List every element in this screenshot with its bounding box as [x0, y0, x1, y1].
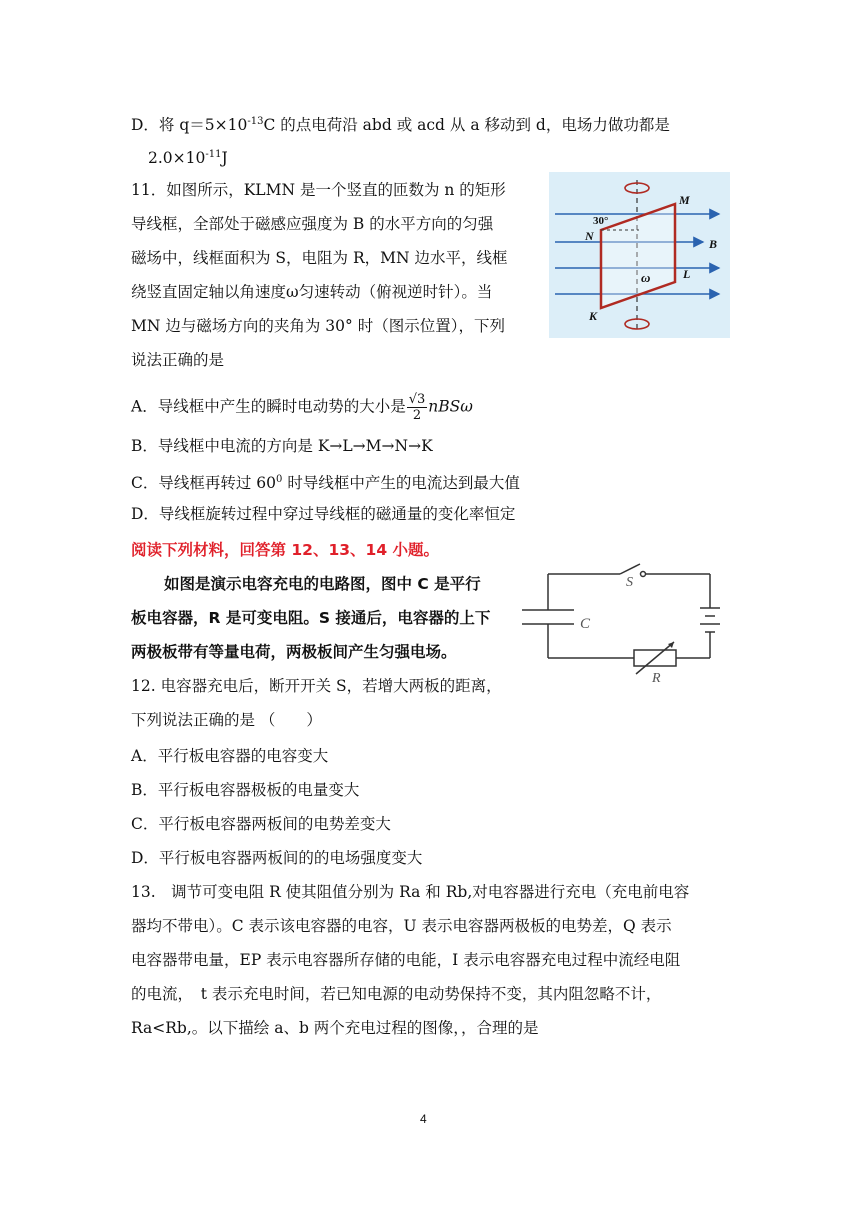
q11-option-b: B．导线框中电流的方向是 K→L→M→N→K [131, 437, 433, 455]
q11-stem-1: 11．如图所示，KLMN 是一个竖直的匝数为 n 的矩形 [131, 181, 506, 199]
q11-stem-6: 说法正确的是 [131, 351, 225, 369]
q10-optd-line2-pre: 2.0×10 [148, 149, 206, 168]
q10-optd-exp: -13 [247, 116, 264, 127]
q10-optd-exp2: -11 [205, 149, 222, 160]
fig-label-m: M [679, 193, 690, 207]
q12-option-b: B．平行板电容器极板的电量变大 [131, 781, 360, 799]
q13-line-2: 器均不带电）。C 表示该电容器的电容，U 表示电容器两极板的电势差，Q 表示 [131, 917, 672, 935]
q12-stem-1: 12. 电容器充电后，断开开关 S，若增大两板的距离， [131, 677, 502, 695]
q10-option-d-line2 [148, 145, 228, 168]
q11-optc-post: 时导线框中产生的电流达到最大值 [282, 474, 520, 493]
fig-label-k: K [589, 309, 598, 323]
q10-optd-rest: C 的点电荷沿 abd 或 acd 从 a 移动到 d，电场力做功都是 [263, 116, 670, 135]
q11-opta-num: √3 [408, 392, 426, 407]
q11-opta-post: nBSω [428, 397, 473, 416]
material-line-3: 两极板带有等量电荷，两极板间产生匀强电场。 [131, 643, 457, 661]
q11-rotating-frame-figure [549, 172, 730, 338]
circuit-label-s: S [626, 575, 633, 590]
q12-option-a: A．平行板电容器的电容变大 [131, 747, 329, 765]
material-line-1: 如图是演示电容充电的电路图，图中 C 是平行 [164, 575, 481, 593]
q11-option-d: D．导线框旋转过程中穿过导线框的磁通量的变化率恒定 [131, 505, 516, 523]
q11-opta-pre: A．导线框中产生的瞬时电动势的大小是 [131, 397, 406, 416]
q12-option-d: D．平行板电容器两板间的的电场强度变大 [131, 849, 423, 867]
q11-optc-pre: C．导线框再转过 60 [131, 474, 277, 493]
reading-prompt: 阅读下列材料，回答第 12、13、14 小题。 [131, 541, 440, 559]
page-number: 4 [420, 1112, 427, 1126]
q10-option-d-line1 [131, 112, 670, 135]
q10-optd-line2-post: J [221, 149, 228, 168]
fig-label-l: L [683, 267, 691, 281]
q11-stem-2: 导线框，全部处于磁感应强度为 B 的水平方向的匀强 [131, 215, 494, 233]
q10-optd-text: D．将 q＝5×10 [131, 116, 248, 135]
fig-angle-label: 30° [593, 215, 609, 227]
q11-option-c [131, 470, 520, 493]
q13-line-4: 的电流， t 表示充电时间，若已知电源的电动势保持不变，其内阻忽略不计， [131, 985, 662, 1003]
q11-optc-sup: 0 [276, 474, 283, 485]
q11-stem-5: MN 边与磁场方向的夹角为 30° 时（图示位置），下列 [131, 317, 505, 335]
q11-stem-4: 绕竖直固定轴以角速度ω匀速转动（俯视逆时针）。当 [131, 283, 493, 301]
q12-stem-2: 下列说法正确的是 （ ） [131, 711, 322, 729]
fig-label-omega: ω [641, 270, 651, 285]
q13-line-1: 13. 调节可变电阻 R 使其阻值分别为 Ra 和 Rb,对电容器进行充电（充电前电容 [131, 883, 690, 901]
q11-stem-3: 磁场中，线框面积为 S，电阻为 R，MN 边水平，线框 [131, 249, 508, 267]
q11-option-a [131, 392, 473, 423]
fig-label-b: B [709, 237, 718, 251]
circuit-label-c: C [580, 616, 591, 632]
material-line-2: 板电容器，R 是可变电阻。S 接通后，电容器的上下 [131, 609, 491, 627]
fig-label-n: N [585, 229, 594, 243]
q11-opta-fraction [407, 392, 428, 423]
q11-opta-den: 2 [412, 408, 422, 423]
q12-option-c: C．平行板电容器两板间的电势差变大 [131, 815, 391, 833]
capacitor-circuit-figure [518, 556, 730, 686]
q13-line-5: Ra<Rb,。以下描绘 a、b 两个充电过程的图像，，合理的是 [131, 1019, 539, 1037]
circuit-label-r: R [652, 671, 661, 686]
q13-line-3: 电容器带电量，EP 表示电容器所存储的电能，I 表示电容器充电过程中流经电阻 [131, 951, 681, 969]
